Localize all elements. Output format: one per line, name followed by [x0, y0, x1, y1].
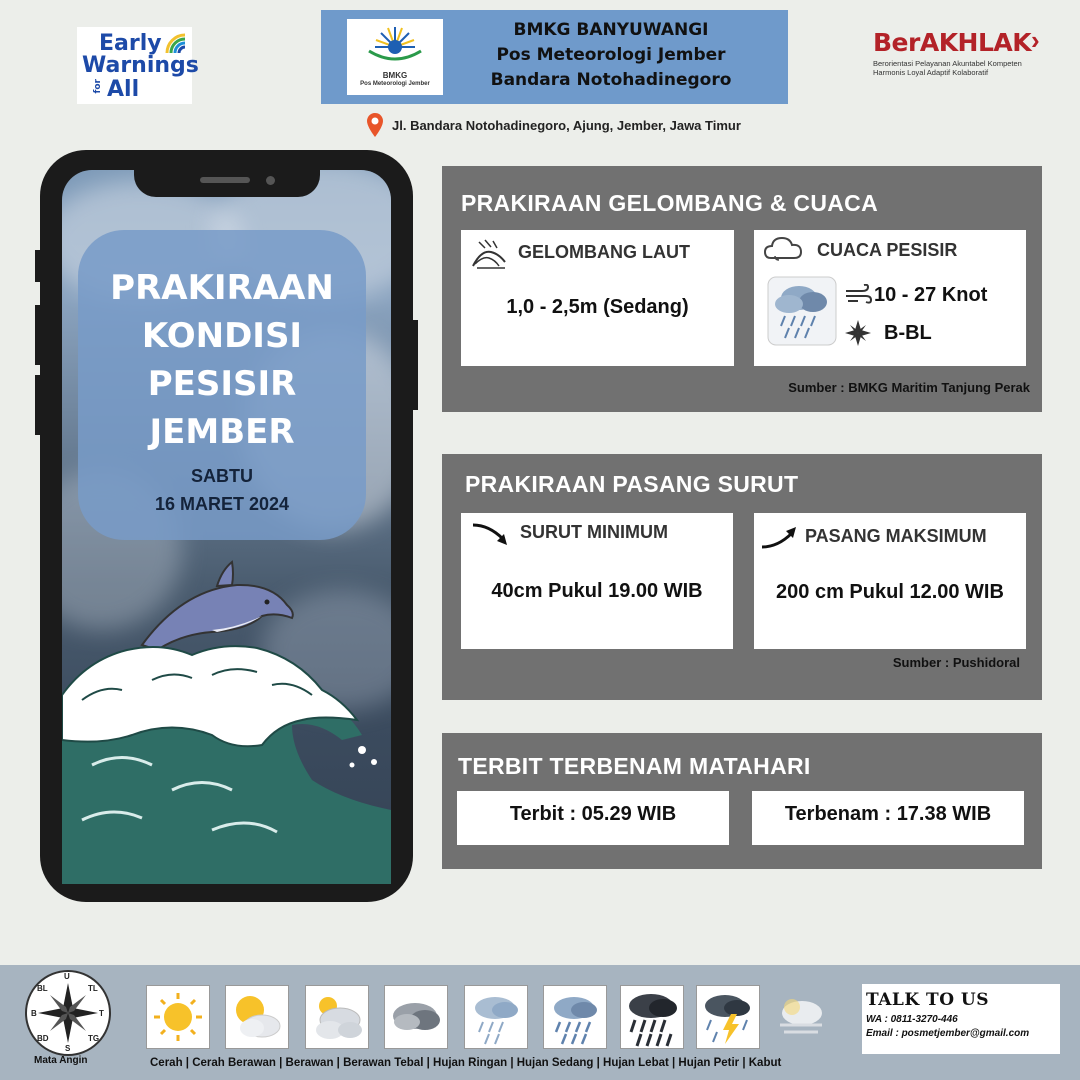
- compass-tg: TG: [88, 1034, 100, 1043]
- tide-source: Sumber : Pushidoral: [892, 655, 1020, 670]
- chevron-right-icon: ›: [1031, 25, 1040, 55]
- whatsapp-contact[interactable]: WA : 0811-3270-446: [866, 1014, 958, 1025]
- cloud-outline-icon: [763, 234, 805, 264]
- tide-title: PRAKIRAAN PASANG SURUT: [465, 471, 799, 497]
- compass-u: U: [64, 972, 70, 981]
- moderate-rain-icon: [543, 985, 607, 1049]
- tide-min-value: 40cm Pukul 19.00 WIB: [491, 580, 703, 602]
- day-label: SABTU: [191, 466, 253, 486]
- speaker-icon: [200, 177, 250, 183]
- sun-panel: [442, 733, 1042, 869]
- trend-up-arrow-icon: [760, 525, 800, 551]
- compass-bd: BD: [37, 1034, 49, 1043]
- tide-max-card: [754, 513, 1026, 649]
- bmkg-title-line3: Bandara Notohadinegoro: [490, 70, 732, 90]
- title-line2: KONDISI: [141, 316, 303, 356]
- ew-logo-for: for: [93, 79, 103, 94]
- signal-arcs-icon: [165, 33, 189, 55]
- address-line: [366, 112, 741, 138]
- phone-power-button: [412, 320, 418, 410]
- fog-icon: [770, 985, 834, 1049]
- tide-panel: [442, 454, 1042, 700]
- bmkg-emblem-caption: Pos Meteorologi Jember: [360, 81, 430, 87]
- wind-direction: B-BL: [884, 322, 932, 344]
- berakhlak-logo: [873, 25, 1053, 98]
- berakhlak-word: BerAKHLAK: [873, 28, 1032, 57]
- ew-logo-line2: Warnings: [82, 53, 199, 78]
- location-pin-icon: [366, 112, 384, 138]
- thunderstorm-icon: [696, 985, 760, 1049]
- storm-wave-icon: [471, 238, 507, 270]
- heavy-rain-icon: [620, 985, 684, 1049]
- title-line1: PRAKIRAAN: [110, 268, 334, 308]
- wave-label: GELOMBANG LAUT: [518, 242, 690, 262]
- cloud-sun-icon: [305, 985, 369, 1049]
- tide-min-label: SURUT MINIMUM: [520, 522, 668, 542]
- tide-max-label: PASANG MAKSIMUM: [805, 526, 987, 546]
- trend-down-arrow-icon: [471, 521, 511, 547]
- phone-volume-up: [35, 305, 41, 365]
- wave-card: [461, 230, 734, 366]
- dark-cloud-icon: [384, 985, 448, 1049]
- email-contact[interactable]: Email : posmetjember@gmail.com: [866, 1028, 1030, 1039]
- phone-side-button: [35, 250, 41, 282]
- sunset-value: Terbenam : 17.38 WIB: [784, 803, 992, 825]
- light-rain-icon: [464, 985, 528, 1049]
- dolphin-icon: [132, 562, 293, 660]
- sun-title: TERBIT TERBENAM MATAHARI: [458, 753, 811, 779]
- weather-legend: Cerah | Cerah Berawan | Berawan | Berawan Tebal | Hujan Ringan | Hujan Sedang | Hujan Lebat | Hujan Petir | Kabut: [150, 1057, 782, 1069]
- wave-weather-title: PRAKIRAAN GELOMBANG & CUACA: [461, 190, 878, 216]
- address-text: Jl. Bandara Notohadinegoro, Ajung, Jember, Jawa Timur: [392, 117, 741, 133]
- sun-icon: [146, 985, 210, 1049]
- weather-card: [754, 230, 1026, 366]
- compass-t: T: [99, 1009, 104, 1018]
- bmkg-emblem: [347, 19, 443, 95]
- phone-notch: [134, 155, 320, 197]
- tide-min-card: [461, 513, 733, 649]
- wave-value: 1,0 - 2,5m (Sedang): [506, 296, 689, 318]
- title-line3: PESISIR: [147, 364, 297, 404]
- weather-label: CUACA PESISIR: [817, 240, 958, 260]
- berakhlak-line1: Berorientasi Pelayanan Akuntabel Kompeten: [873, 59, 1022, 68]
- wave-weather-source: Sumber : BMKG Maritim Tanjung Perak: [788, 380, 1030, 395]
- date-label: 16 MARET 2024: [154, 494, 290, 514]
- sunrise-value: Terbit : 05.29 WIB: [509, 803, 677, 825]
- sunrise-card: [457, 791, 729, 845]
- compass-tl: TL: [88, 984, 98, 993]
- bmkg-header-box: [321, 10, 788, 104]
- compass-caption: Mata Angin: [34, 1055, 88, 1066]
- wave-weather-panel: [442, 166, 1042, 412]
- talk-to-us-box: [862, 984, 1060, 1054]
- sunset-card: [752, 791, 1024, 845]
- wind-compass: [25, 970, 111, 1056]
- compass-b: B: [31, 1009, 37, 1018]
- wind-icon: [844, 284, 872, 306]
- dolphin-wave-illustration: [62, 550, 391, 884]
- ew-logo-line3: All: [107, 77, 140, 102]
- talk-heading: TALK TO US: [866, 990, 990, 1010]
- sun-cloud-icon: [225, 985, 289, 1049]
- title-line4: JEMBER: [149, 412, 295, 452]
- camera-icon: [266, 176, 275, 185]
- phone-volume-down: [35, 375, 41, 435]
- bmkg-title-line1: BMKG BANYUWANGI: [513, 20, 709, 40]
- tide-max-value: 200 cm Pukul 12.00 WIB: [776, 581, 1004, 603]
- compass-bl: BL: [37, 984, 48, 993]
- bmkg-title: [441, 18, 781, 93]
- early-warnings-logo: [77, 27, 199, 104]
- bmkg-emblem-acronym: BMKG: [382, 71, 408, 80]
- bmkg-title-line2: Pos Meteorologi Jember: [496, 45, 726, 65]
- wind-speed: 10 - 27 Knot: [874, 284, 988, 306]
- ew-logo-line1: Early: [99, 31, 162, 56]
- compass-s: S: [65, 1044, 71, 1053]
- rain-cloud-icon: [767, 276, 837, 346]
- compass-rose-icon: [844, 319, 872, 347]
- title-card: [78, 230, 366, 540]
- berakhlak-line2: Harmonis Loyal Adaptif Kolaboratif: [873, 68, 989, 77]
